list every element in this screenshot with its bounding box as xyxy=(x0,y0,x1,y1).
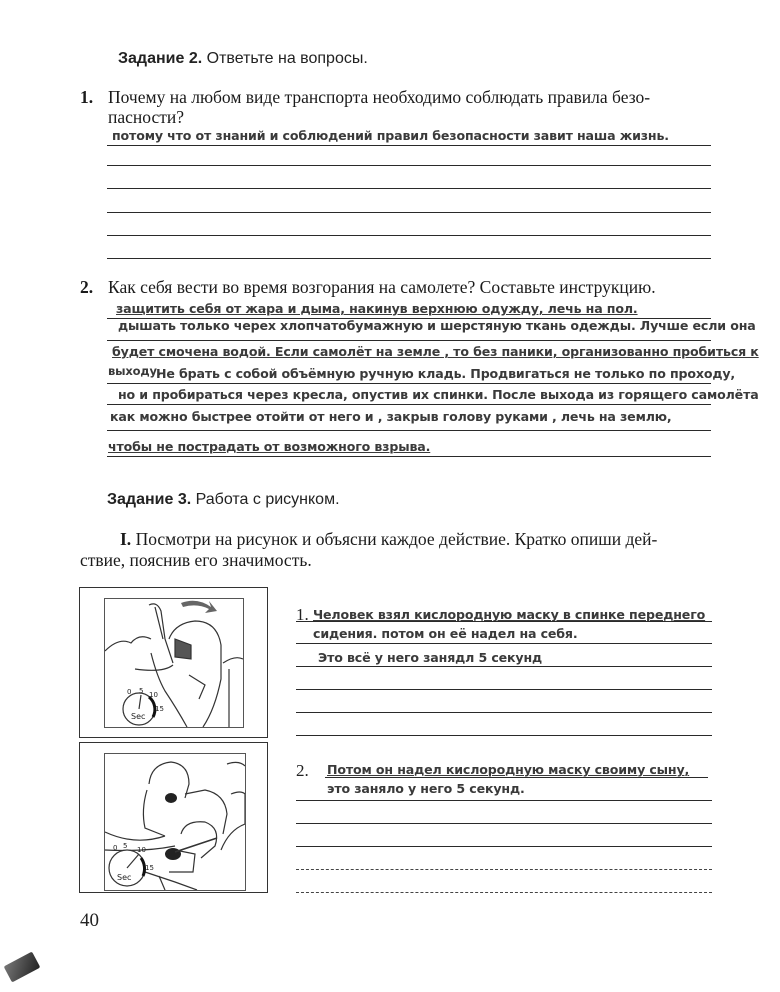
item-2-answer-line-1[interactable]: Потом он надел кислородную маску своиму сыну, xyxy=(327,762,690,777)
item-2-answer-line-2[interactable]: это заняло у него 5 секунд. xyxy=(327,781,525,796)
answer-line xyxy=(296,621,712,622)
question-2-text: Как себя вести во время возгорания на самолете? Составьте инструкцию. xyxy=(108,277,656,297)
question-1 xyxy=(80,86,710,127)
task2-label: Задание 2. xyxy=(118,50,203,67)
answer-line xyxy=(296,689,712,690)
instruction-line-2: ствие, пояснив его значимость. xyxy=(80,550,312,570)
item-1-answer-line-2[interactable]: сидения. потом он её надел на себя. xyxy=(313,626,578,641)
answer-1-line-1[interactable]: потому что от знаний и соблюдений правил безопасности завит наша жизнь. xyxy=(112,128,669,143)
item-1-answer-line-1[interactable]: Человек взял кислородную маску в спинке переднего xyxy=(313,607,706,622)
answer-line xyxy=(107,430,711,431)
answer-2-line-1[interactable]: защитить себя от жара и дыма, накинув верхнюю одужду, лечь на пол. xyxy=(116,301,638,316)
svg-text:15: 15 xyxy=(155,705,164,713)
svg-text:10: 10 xyxy=(149,691,158,699)
answer-2-line-4a[interactable]: выходу. xyxy=(108,364,162,378)
picture-2-illustration xyxy=(104,753,246,891)
answer-line xyxy=(325,777,708,778)
answer-line xyxy=(296,643,712,644)
answer-line xyxy=(107,145,711,146)
svg-text:10: 10 xyxy=(137,846,146,854)
picture-1-illustration xyxy=(104,598,244,728)
svg-text:Sec: Sec xyxy=(131,712,146,721)
answer-line xyxy=(107,340,711,341)
instruction-line-1: Посмотри на рисунок и объясни каждое действие. Кратко опиши дей- xyxy=(135,529,658,549)
svg-text:0: 0 xyxy=(127,688,132,696)
answer-2-line-3[interactable]: будет смочена водой. Если самолёт на земле , то без паники, организованно пробиться к xyxy=(112,344,759,359)
answer-line xyxy=(296,735,712,736)
answer-2-line-6[interactable]: как можно быстрее отойти от него и , закрыв голову руками , лечь на землю, xyxy=(110,409,672,424)
instruction-number: I. xyxy=(120,529,132,549)
oxygen-mask-child-icon xyxy=(105,754,245,890)
task3-title: Работа с рисунком. xyxy=(195,491,340,508)
task3-heading xyxy=(107,491,340,509)
picture-2-frame xyxy=(79,742,268,893)
question-2 xyxy=(80,276,720,298)
item-2-number: 2. xyxy=(296,761,309,780)
task2-title: Ответьте на вопросы. xyxy=(206,50,368,67)
answer-2-line-2[interactable]: дышать только черех хлопчатобумажную и шерстяную ткань одежды. Лучше если она xyxy=(118,318,756,333)
answer-line xyxy=(107,235,711,236)
answer-line xyxy=(296,892,712,893)
question-1-text-line1: Почему на любом виде транспорта необходимо соблюдать правила безо- xyxy=(108,87,651,107)
oxygen-mask-self-icon xyxy=(105,599,243,727)
answer-line xyxy=(107,404,711,405)
svg-text:5: 5 xyxy=(139,687,144,695)
answer-line xyxy=(296,869,712,870)
task2-heading xyxy=(118,50,368,68)
answer-line xyxy=(107,165,711,166)
page-number: 40 xyxy=(80,910,99,931)
svg-text:0: 0 xyxy=(113,844,118,852)
svg-text:5: 5 xyxy=(123,842,128,850)
item-1-answer-line-3[interactable]: Это всё у него занядл 5 секунд xyxy=(318,650,543,665)
eraser-logo-icon xyxy=(4,952,41,983)
svg-text:Sec: Sec xyxy=(117,873,132,882)
picture-1-frame xyxy=(79,587,268,738)
answer-2-line-4b[interactable]: Не брать с собой объёмную ручную кладь. Продвигаться не только по проходу, xyxy=(156,366,736,381)
answer-line xyxy=(107,258,711,259)
answer-line xyxy=(296,846,712,847)
question-1-text-line2: пасности? xyxy=(108,107,184,127)
item-1-number: 1. xyxy=(296,605,309,624)
answer-line xyxy=(296,712,712,713)
answer-line xyxy=(107,456,711,457)
task3-label: Задание 3. xyxy=(107,491,192,508)
answer-line xyxy=(107,188,711,189)
answer-line xyxy=(296,666,712,667)
answer-2-line-7[interactable]: чтобы не пострадать от возможного взрыва. xyxy=(108,439,431,454)
question-1-number: 1. xyxy=(80,87,94,107)
question-2-number: 2. xyxy=(80,277,94,297)
answer-line xyxy=(107,383,711,384)
svg-text:15: 15 xyxy=(145,864,154,872)
answer-2-line-5[interactable]: но и пробираться через кресла, опустив их спинки. После выхода из горящего самолёта xyxy=(118,387,759,402)
answer-line xyxy=(296,800,712,801)
answer-line xyxy=(296,823,712,824)
answer-line xyxy=(107,212,711,213)
